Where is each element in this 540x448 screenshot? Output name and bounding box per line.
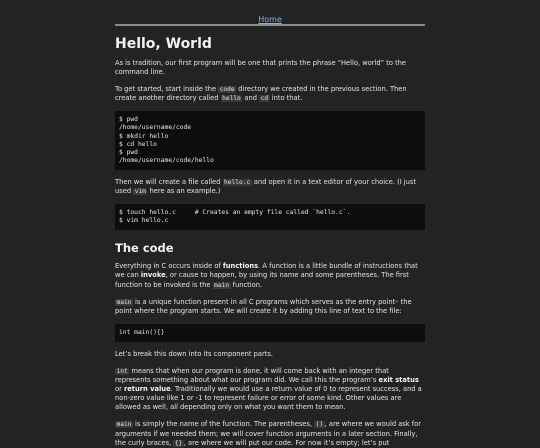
code-line: $ cd hello [119, 140, 157, 148]
inline-code: vim [134, 188, 146, 196]
text-span: To get started, start inside the [115, 85, 219, 94]
main-paragraph [115, 298, 425, 316]
code-line: $ mkdir hello [119, 132, 169, 140]
code-line: /home/username/code [119, 124, 192, 132]
main-name-paragraph [115, 420, 425, 447]
text-span: , or cause to happen, by using its name and some parentheses. The first function to be invoked is the [115, 271, 409, 289]
text-span: directory we created in the previous section. Then create another directory called [115, 85, 407, 103]
int-paragraph [115, 367, 425, 412]
bold-term: exit status [378, 376, 419, 385]
code-line: $ touch hello.c # Creates an empty file called `hello.c`. [119, 209, 351, 217]
code-block-touch[interactable] [115, 204, 425, 230]
text-span: and open it in a text editor of your choice. (I just used [115, 177, 417, 196]
text-span: function. [230, 280, 263, 289]
inline-code: hello.c [224, 178, 251, 186]
inline-code: int [116, 367, 128, 375]
intro-paragraph: As is tradition, our first program will be one that prints the phrase “Hello, world” to the command line. [115, 59, 407, 77]
code-line: $ vim hello.c [119, 217, 169, 225]
bold-term: return value [123, 385, 171, 394]
code-line: int main(){} [119, 328, 165, 336]
code-line: $ pwd [119, 116, 138, 124]
text-span: into that. [269, 94, 303, 103]
text-span: . Traditionally we would use a return value of 0 to represent success, and a non-zero value like 1 or -1 to represent failure or error of some kind. Other values are allowed as well, all depending only on what you want them to mean. [115, 385, 422, 412]
code-line: /home/username/code/hello [119, 156, 214, 164]
text-span: , are where we will put our code. For now it’s empty; let’s put [183, 438, 390, 447]
text-span: is a unique function present in all C programs which serves as the entry point– the point where the program starts. We will create it by adding this line of text to the file: [115, 297, 412, 315]
bold-term: invoke [140, 271, 166, 280]
functions-paragraph [115, 262, 425, 289]
inline-code: main [116, 298, 132, 306]
inline-code: hello [222, 95, 241, 103]
text-span: or [115, 385, 124, 394]
inline-code: {} [174, 439, 183, 447]
section-heading: The code [115, 241, 174, 256]
code-block-main[interactable] [115, 324, 425, 342]
inline-code: cd [260, 95, 269, 103]
article-content [115, 36, 425, 448]
code-block-setup[interactable] [115, 111, 425, 170]
home-link[interactable]: Home [258, 15, 282, 24]
text-span: means that when our program is done, it will come back with an integer that represents something about what our program did. We call this the program’s [115, 366, 389, 385]
text-span: Everything in C occurs inside of [115, 262, 223, 271]
top-nav [0, 0, 540, 24]
breakdown-paragraph: Let’s break this down into its component parts. [115, 349, 273, 358]
text-span: . A function is a little bundle of instructions that we can [115, 262, 418, 280]
text-span: is simply the name of the function. The parentheses, [132, 420, 315, 429]
bold-term: functions [222, 262, 259, 271]
text-span: and [242, 94, 260, 103]
page-title: Hello, World [115, 36, 212, 52]
text-span: , are where we would ask for arguments if we needed them; we will cover function arguments in a later section. Finally, the curly braces, [115, 420, 421, 447]
inline-code: code [219, 86, 235, 94]
inline-code: main [116, 421, 132, 429]
inline-code: () [315, 421, 324, 429]
setup-paragraph [115, 85, 425, 103]
text-span: here as an example.) [147, 187, 221, 196]
text-span: Then we will create a file called [115, 177, 223, 186]
create-file-paragraph [115, 178, 425, 196]
code-line: $ pwd [119, 148, 138, 156]
inline-code: main [214, 281, 230, 289]
